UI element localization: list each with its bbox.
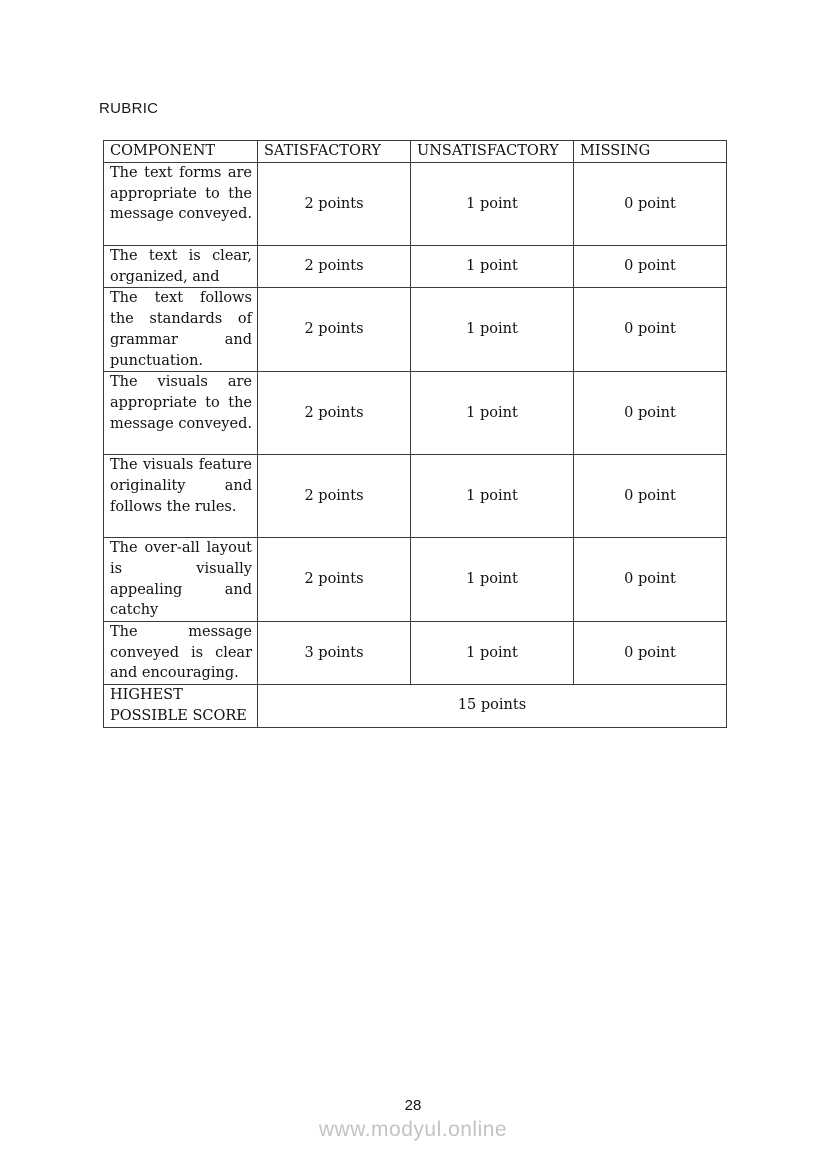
watermark: www.modyul.online	[318, 1118, 508, 1141]
component-cell: The message conveyed is clear and encouraging.	[104, 622, 258, 685]
table-row	[104, 372, 727, 455]
unsatisfactory-cell: 1 point	[411, 622, 574, 685]
column-header-satisfactory: SATISFACTORY	[258, 141, 411, 163]
column-header-unsatisfactory: UNSATISFACTORY	[411, 141, 574, 163]
unsatisfactory-cell: 1 point	[411, 163, 574, 246]
satisfactory-cell: 2 points	[258, 288, 411, 372]
unsatisfactory-cell: 1 point	[411, 455, 574, 538]
satisfactory-cell: 2 points	[258, 246, 411, 288]
table-row	[104, 288, 727, 372]
table-header-row	[104, 141, 727, 163]
unsatisfactory-cell: 1 point	[411, 538, 574, 622]
satisfactory-cell: 3 points	[258, 622, 411, 685]
missing-cell: 0 point	[574, 455, 727, 538]
highest-score-value: 15 points	[258, 685, 727, 727]
satisfactory-cell: 2 points	[258, 372, 411, 455]
table-row	[104, 622, 727, 685]
missing-cell: 0 point	[574, 538, 727, 622]
page-title: RUBRIC	[99, 100, 159, 117]
unsatisfactory-cell: 1 point	[411, 288, 574, 372]
missing-cell: 0 point	[574, 372, 727, 455]
table-row	[104, 246, 727, 288]
column-header-component: COMPONENT	[104, 141, 258, 163]
page-number: 28	[404, 1097, 422, 1114]
satisfactory-cell: 2 points	[258, 163, 411, 246]
highest-score-label: HIGHEST POSSIBLE SCORE	[104, 685, 258, 727]
component-cell: The visuals feature originality and follows the rules.	[104, 455, 258, 538]
satisfactory-cell: 2 points	[258, 455, 411, 538]
component-cell: The visuals are appropriate to the message conveyed.	[104, 372, 258, 455]
component-cell: The text follows the standards of grammar and punctuation.	[104, 288, 258, 372]
missing-cell: 0 point	[574, 288, 727, 372]
missing-cell: 0 point	[574, 163, 727, 246]
component-cell: The text forms are appropriate to the message conveyed.	[104, 163, 258, 246]
table-row	[104, 455, 727, 538]
component-cell: The over-all layout is visually appealing and catchy	[104, 538, 258, 622]
component-cell: The text is clear, organized, and	[104, 246, 258, 288]
column-header-missing: MISSING	[574, 141, 727, 163]
missing-cell: 0 point	[574, 622, 727, 685]
table-row	[104, 163, 727, 246]
satisfactory-cell: 2 points	[258, 538, 411, 622]
unsatisfactory-cell: 1 point	[411, 246, 574, 288]
unsatisfactory-cell: 1 point	[411, 372, 574, 455]
missing-cell: 0 point	[574, 246, 727, 288]
rubric-table	[103, 140, 727, 728]
table-row	[104, 538, 727, 622]
table-footer-row	[104, 685, 727, 727]
